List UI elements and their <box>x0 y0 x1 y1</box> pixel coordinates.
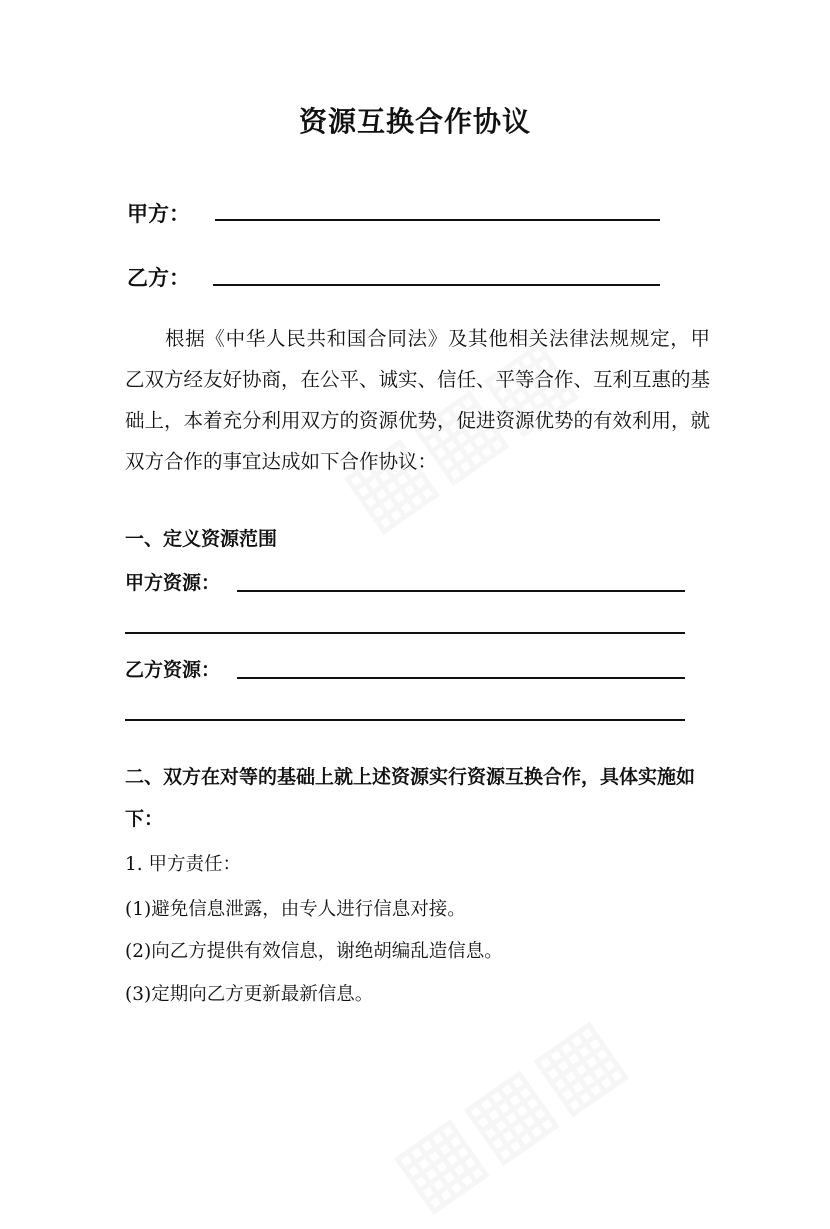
party-a-resource-blank-1[interactable] <box>237 590 685 592</box>
party-a-resource-label: 甲方资源： <box>125 572 221 594</box>
party-a-label: 甲方： <box>127 202 190 226</box>
party-a-resource-blank-2[interactable] <box>125 632 685 634</box>
document-title: 资源互换合作协议 <box>298 105 531 138</box>
party-b-resource-blank-1[interactable] <box>237 677 685 679</box>
party-b-resource-label: 乙方资源： <box>125 659 221 681</box>
party-b-resource-blank-2[interactable] <box>125 719 685 721</box>
duty-item: (3)定期向乙方更新最新信息。 <box>125 984 374 1005</box>
party-b-label: 乙方： <box>127 266 190 290</box>
party-a-duty-heading: 1. 甲方责任： <box>125 854 242 875</box>
duty-item: (1)避免信息泄露，由专人进行信息对接。 <box>125 899 466 920</box>
intro-paragraph: 根据《中华人民共和国合同法》及其他相关法律法规规定，甲乙双方经友好协商，在公平、诚实、信任、平等合作、互利互惠的基础上，本着充分利用双方的资源优势，促进资源优势的有效利用，就双方合作的事宜达成如下合作协议： <box>125 327 711 473</box>
section1-heading: 一、定义资源范围 <box>125 528 278 550</box>
duty-item: (2)向乙方提供有效信息，谢绝胡编乱造信息。 <box>125 941 503 962</box>
section2-heading: 二、双方在对等的基础上就上述资源实行资源互换合作，具体实施如下： <box>125 766 696 830</box>
party-a-blank[interactable] <box>215 219 660 221</box>
party-b-blank[interactable] <box>213 284 660 286</box>
watermark-mark <box>373 996 642 1228</box>
